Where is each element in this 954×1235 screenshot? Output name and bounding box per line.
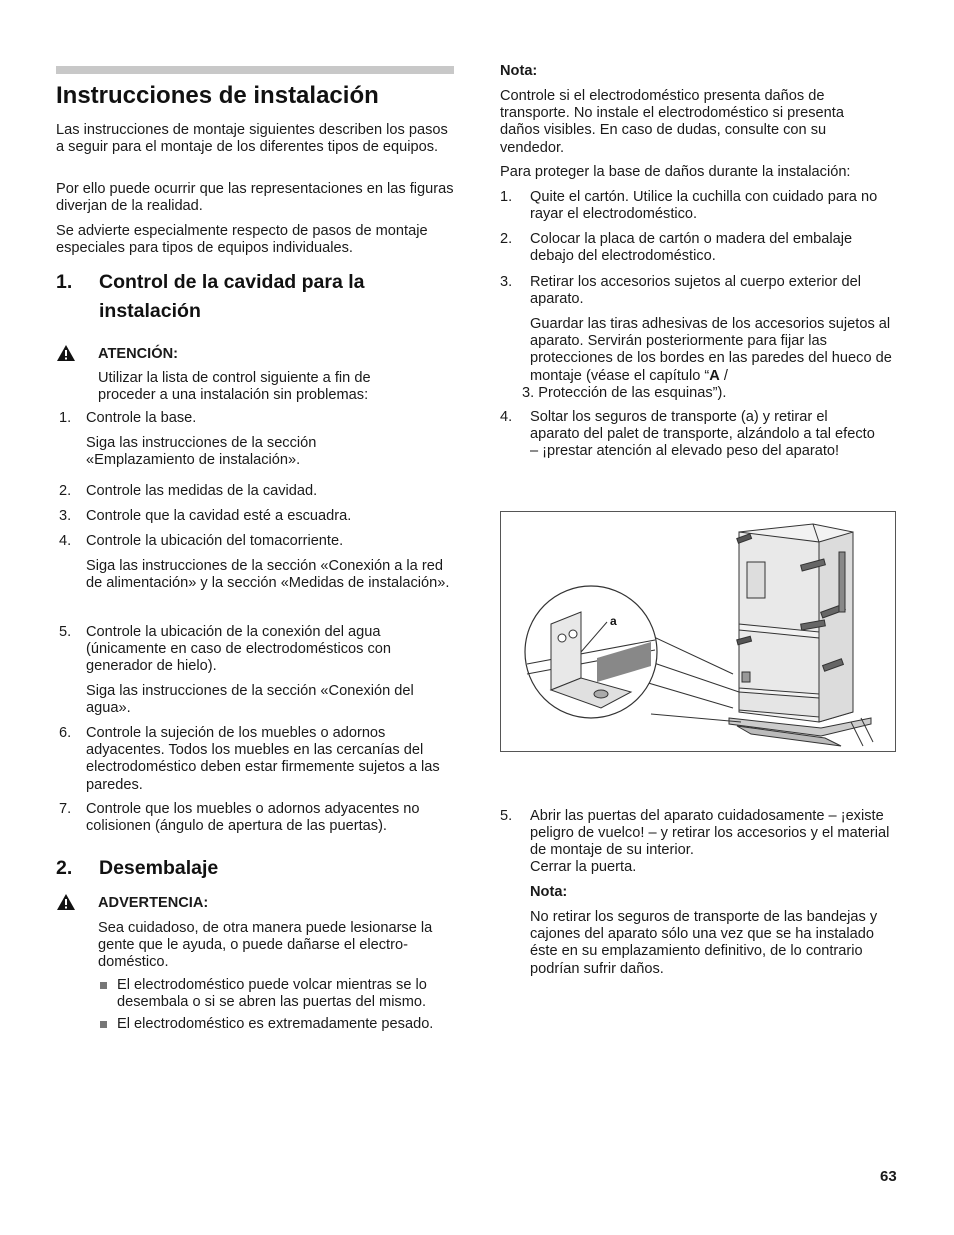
note-label: Nota: <box>500 63 538 79</box>
list-item-number: 5. <box>59 624 72 640</box>
bullet-marker <box>100 982 107 989</box>
list-item: Controle la base. <box>86 410 197 426</box>
figure-callout-a: a <box>610 614 617 628</box>
note-2-text: No retirar los seguros de transporte de las bandejas y cajones del aparato sólo una vez que se ha instalado éste en su emplazamiento definitivo, de lo contrario podrían sufrir daños. <box>530 909 878 977</box>
step-item: Colocar la placa de cartón o madera del embalaje debajo del electrodoméstico. <box>530 231 853 265</box>
intro-paragraph-2: Por ello puede ocurrir que las representaciones en las figuras diverjan de la realidad. <box>56 181 454 215</box>
warning-text-atencion: Utilizar la lista de control siguiente a fin de proceder a una instalación sin problemas: <box>98 370 371 404</box>
section-1-number: 1. <box>56 271 73 293</box>
step-3-subtext-a: Guardar las tiras adhesivas de los accesorios sujetos al aparato. Servirán posteriormente para fijar las protecciones de los bordes en las paredes del hueco de montaje (véase el capítulo “ <box>530 316 892 384</box>
list-item: Controle la sujeción de los muebles o adornos adyacentes. Todos los muebles en las cercanías del electrodoméstico deben estar firmemente sujetos a las paredes. <box>86 725 440 793</box>
chapter-ref-letter: A <box>709 367 720 384</box>
list-item-sub: Siga las instrucciones de la sección «Conexión a la red de alimentación» y la sección «Medidas de instalación». <box>86 558 450 592</box>
section-2-number: 2. <box>56 857 73 879</box>
note-2-label: Nota: <box>530 884 568 900</box>
list-item-number: 1. <box>59 410 72 426</box>
section-2-heading <box>56 854 456 883</box>
intro-paragraph-3: Se advierte especialmente respecto de pasos de montaje especiales para tipos de equipos individuales. <box>56 223 428 257</box>
list-item-sub: Siga las instrucciones de la sección «Conexión del agua». <box>86 683 414 717</box>
list-item: Controle la ubicación del tomacorriente. <box>86 533 344 549</box>
title-rule <box>56 66 454 74</box>
step-number: 1. <box>500 189 513 205</box>
step-item: Retirar los accesorios sujetos al cuerpo exterior del aparato. <box>530 274 861 308</box>
step-number: 4. <box>500 409 513 425</box>
page-number: 63 <box>880 1168 897 1185</box>
step-5-close: Cerrar la puerta. <box>530 859 637 875</box>
list-item-number: 7. <box>59 801 72 817</box>
warning-triangle-icon <box>57 345 75 361</box>
bullet-marker <box>100 1021 107 1028</box>
appliance-pallet-drawing <box>501 512 896 752</box>
warning-triangle-icon <box>57 894 75 910</box>
step-number: 5. <box>500 808 513 824</box>
list-item-sub: Siga las instrucciones de la sección «Emplazamiento de instalación». <box>86 435 317 469</box>
step-number: 3. <box>500 274 513 290</box>
list-item: Controle las medidas de la cavidad. <box>86 483 318 499</box>
protect-intro: Para proteger la base de daños durante la instalación: <box>500 164 851 180</box>
step-item: Quite el cartón. Utilice la cuchilla con cuidado para no rayar el electrodoméstico. <box>530 189 878 223</box>
warning-text-advertencia: Sea cuidadoso, de otra manera puede lesionarse la gente que le ayuda, o puede dañarse el electro-doméstico. <box>98 920 433 971</box>
step-3-subtext-c: 3. Protección de las esquinas”). <box>522 384 727 401</box>
list-item-number: 6. <box>59 725 72 741</box>
section-2-title: Desembalaje <box>99 857 219 879</box>
list-item: Controle que los muebles o adornos adyacentes no colisionen (ángulo de apertura de las puertas). <box>86 801 420 835</box>
bullet-item: El electrodoméstico es extremadamente pesado. <box>117 1016 434 1032</box>
step-item: Abrir las puertas del aparato cuidadosamente – ¡existe peligro de vuelco! – y retirar los accesorios y el material de montaje de su interior. <box>530 808 890 859</box>
unpacking-illustration <box>500 511 896 752</box>
step-3-subtext <box>522 316 898 402</box>
list-item: Controle que la cavidad esté a escuadra. <box>86 508 352 524</box>
list-item: Controle la ubicación de la conexión del agua (únicamente en caso de electrodomésticos con generador de hielo). <box>86 624 392 675</box>
intro-paragraph-1: Las instrucciones de montaje siguientes describen los pasos a seguir para el montaje de los diferentes tipos de equipos. <box>56 122 448 156</box>
list-item-number: 4. <box>59 533 72 549</box>
step-3-subtext-b: / <box>719 367 728 384</box>
section-1-heading <box>56 268 456 326</box>
warning-label-atencion: ATENCIÓN: <box>98 346 178 362</box>
list-item-number: 2. <box>59 483 72 499</box>
step-number: 2. <box>500 231 513 247</box>
section-1-title: Control de la cavidad para la instalación <box>99 271 365 322</box>
step-item: Soltar los seguros de transporte (a) y retirar el aparato del palet de transporte, alzándolo a tal efecto – ¡prestar atención al elevado peso del aparato! <box>530 409 875 460</box>
note-text: Controle si el electrodoméstico presenta daños de transporte. No instale el electrodoméstico si presenta daños visibles. En caso de dudas, consulte con su vendedor. <box>500 88 844 156</box>
bullet-item: El electrodoméstico puede volcar mientras se lo desembala o si se abren las puertas del mismo. <box>117 977 427 1011</box>
list-item-number: 3. <box>59 508 72 524</box>
page-title: Instrucciones de instalación <box>56 82 379 109</box>
warning-label-advertencia: ADVERTENCIA: <box>98 895 209 911</box>
